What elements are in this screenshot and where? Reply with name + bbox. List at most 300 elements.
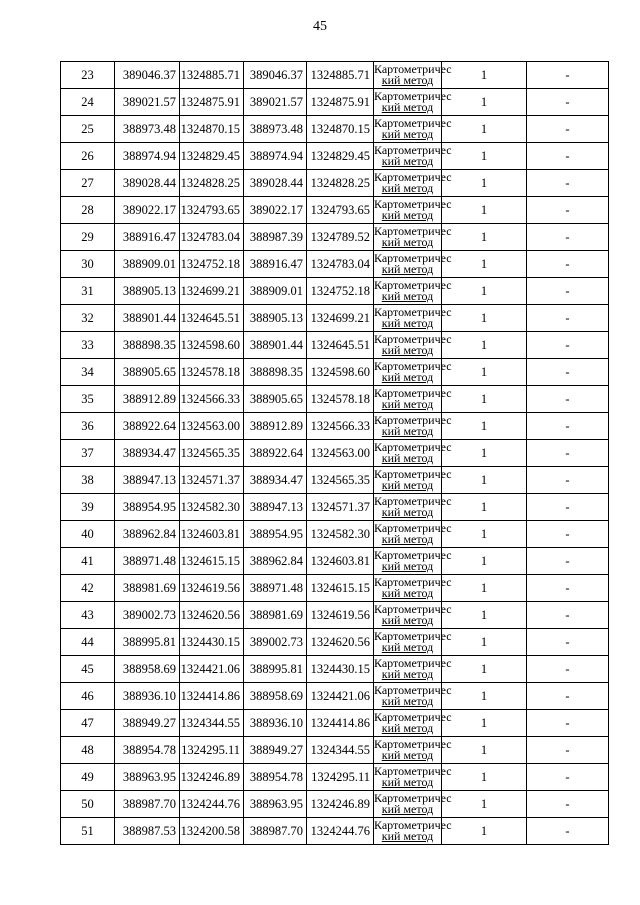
method-line-1: Картометричес — [374, 170, 452, 184]
method-line-2: кий метод — [381, 316, 434, 330]
method-cell — [374, 656, 452, 683]
accuracy-cell: 1 — [442, 386, 527, 413]
note-cell: - — [527, 305, 609, 332]
x-refined-cell: 389022.17 — [244, 197, 307, 224]
y-refined-cell: 1324829.45 — [307, 143, 374, 170]
method-line-2: кий метод — [381, 532, 434, 546]
note-cell: - — [527, 494, 609, 521]
x-refined-cell: 388963.95 — [244, 791, 307, 818]
accuracy-cell: 1 — [442, 197, 527, 224]
x-existing-cell: 388958.69 — [115, 656, 180, 683]
note-cell: - — [527, 62, 609, 89]
accuracy-cell: 1 — [442, 413, 527, 440]
table-row — [61, 467, 609, 494]
note-cell: - — [527, 737, 609, 764]
x-refined-cell: 388901.44 — [244, 332, 307, 359]
x-existing-cell: 389046.37 — [115, 62, 180, 89]
y-refined-cell: 1324789.52 — [307, 224, 374, 251]
accuracy-cell: 1 — [442, 116, 527, 143]
table-row — [61, 116, 609, 143]
method-line-2: кий метод — [381, 748, 434, 762]
x-existing-cell: 388909.01 — [115, 251, 180, 278]
point-number-cell: 24 — [61, 89, 115, 116]
table-row — [61, 683, 609, 710]
table-row — [61, 170, 609, 197]
method-line-2: кий метод — [381, 505, 434, 519]
point-number-cell: 26 — [61, 143, 115, 170]
accuracy-cell: 1 — [442, 224, 527, 251]
y-existing-cell: 1324430.15 — [180, 629, 244, 656]
x-refined-cell: 388916.47 — [244, 251, 307, 278]
method-line-1: Картометричес — [374, 764, 452, 778]
accuracy-cell: 1 — [442, 710, 527, 737]
table-row — [61, 62, 609, 89]
method-line-1: Картометричес — [374, 548, 452, 562]
method-cell — [374, 197, 452, 224]
accuracy-cell: 1 — [442, 467, 527, 494]
method-line-2: кий метод — [381, 154, 434, 168]
point-number-cell: 23 — [61, 62, 115, 89]
y-existing-cell: 1324615.15 — [180, 548, 244, 575]
y-existing-cell: 1324783.04 — [180, 224, 244, 251]
x-existing-cell: 388916.47 — [115, 224, 180, 251]
table-row — [61, 278, 609, 305]
accuracy-cell: 1 — [442, 170, 527, 197]
table-row — [61, 251, 609, 278]
table-row — [61, 710, 609, 737]
point-number-cell: 33 — [61, 332, 115, 359]
x-existing-cell: 389028.44 — [115, 170, 180, 197]
y-existing-cell: 1324598.60 — [180, 332, 244, 359]
x-existing-cell: 389002.73 — [115, 602, 180, 629]
table-row — [61, 494, 609, 521]
point-number-cell: 25 — [61, 116, 115, 143]
y-refined-cell: 1324752.18 — [307, 278, 374, 305]
method-line-1: Картометричес — [374, 332, 452, 346]
method-line-2: кий метод — [381, 370, 434, 384]
method-line-2: кий метод — [381, 289, 434, 303]
accuracy-cell: 1 — [442, 143, 527, 170]
x-refined-cell: 388974.94 — [244, 143, 307, 170]
method-line-1: Картометричес — [374, 62, 452, 76]
x-existing-cell: 388949.27 — [115, 710, 180, 737]
note-cell: - — [527, 89, 609, 116]
note-cell: - — [527, 170, 609, 197]
y-existing-cell: 1324563.00 — [180, 413, 244, 440]
x-existing-cell: 388905.13 — [115, 278, 180, 305]
x-refined-cell: 388954.95 — [244, 521, 307, 548]
x-existing-cell: 389021.57 — [115, 89, 180, 116]
method-line-2: кий метод — [381, 451, 434, 465]
x-existing-cell: 388987.70 — [115, 791, 180, 818]
accuracy-cell: 1 — [442, 737, 527, 764]
table-row — [61, 737, 609, 764]
method-line-1: Картометричес — [374, 791, 452, 805]
point-number-cell: 27 — [61, 170, 115, 197]
x-refined-cell: 389046.37 — [244, 62, 307, 89]
x-refined-cell: 388947.13 — [244, 494, 307, 521]
method-line-1: Картометричес — [374, 629, 452, 643]
y-refined-cell: 1324578.18 — [307, 386, 374, 413]
table-row — [61, 332, 609, 359]
point-number-cell: 28 — [61, 197, 115, 224]
accuracy-cell: 1 — [442, 629, 527, 656]
method-line-2: кий метод — [381, 235, 434, 249]
method-line-1: Картометричес — [374, 737, 452, 751]
table-row — [61, 386, 609, 413]
y-existing-cell: 1324885.71 — [180, 62, 244, 89]
y-refined-cell: 1324295.11 — [307, 764, 374, 791]
method-cell — [374, 251, 452, 278]
method-line-1: Картометричес — [374, 521, 452, 535]
y-existing-cell: 1324578.18 — [180, 359, 244, 386]
method-line-1: Картометричес — [374, 494, 452, 508]
y-refined-cell: 1324619.56 — [307, 602, 374, 629]
x-existing-cell: 388954.78 — [115, 737, 180, 764]
method-cell — [374, 278, 452, 305]
method-cell — [374, 548, 452, 575]
accuracy-cell: 1 — [442, 278, 527, 305]
x-refined-cell: 388962.84 — [244, 548, 307, 575]
x-existing-cell: 388901.44 — [115, 305, 180, 332]
y-refined-cell: 1324870.15 — [307, 116, 374, 143]
x-existing-cell: 388981.69 — [115, 575, 180, 602]
method-line-2: кий метод — [381, 667, 434, 681]
method-cell — [374, 629, 452, 656]
method-cell — [374, 170, 452, 197]
method-line-2: кий метод — [381, 397, 434, 411]
method-cell — [374, 62, 452, 89]
method-line-1: Картометричес — [374, 575, 452, 589]
method-line-1: Картометричес — [374, 818, 452, 832]
y-existing-cell: 1324582.30 — [180, 494, 244, 521]
method-line-1: Картометричес — [374, 251, 452, 265]
note-cell: - — [527, 764, 609, 791]
method-line-2: кий метод — [381, 262, 434, 276]
x-existing-cell: 388987.53 — [115, 818, 180, 845]
method-line-1: Картометричес — [374, 386, 452, 400]
x-refined-cell: 389002.73 — [244, 629, 307, 656]
y-existing-cell: 1324793.65 — [180, 197, 244, 224]
table-row — [61, 359, 609, 386]
method-cell — [374, 440, 452, 467]
y-refined-cell: 1324344.55 — [307, 737, 374, 764]
method-line-1: Картометричес — [374, 359, 452, 373]
y-existing-cell: 1324752.18 — [180, 251, 244, 278]
point-number-cell: 46 — [61, 683, 115, 710]
y-refined-cell: 1324246.89 — [307, 791, 374, 818]
method-line-2: кий метод — [381, 424, 434, 438]
point-number-cell: 36 — [61, 413, 115, 440]
method-line-1: Картометричес — [374, 467, 452, 481]
accuracy-cell: 1 — [442, 521, 527, 548]
y-refined-cell: 1324620.56 — [307, 629, 374, 656]
method-line-1: Картометричес — [374, 710, 452, 724]
method-cell — [374, 764, 452, 791]
point-number-cell: 41 — [61, 548, 115, 575]
method-cell — [374, 467, 452, 494]
table-row — [61, 818, 609, 845]
y-existing-cell: 1324566.33 — [180, 386, 244, 413]
x-refined-cell: 388987.39 — [244, 224, 307, 251]
method-line-2: кий метод — [381, 478, 434, 492]
method-cell — [374, 386, 452, 413]
point-number-cell: 49 — [61, 764, 115, 791]
y-refined-cell: 1324885.71 — [307, 62, 374, 89]
table-row — [61, 305, 609, 332]
method-cell — [374, 791, 452, 818]
point-number-cell: 31 — [61, 278, 115, 305]
method-line-1: Картометричес — [374, 683, 452, 697]
method-cell — [374, 521, 452, 548]
accuracy-cell: 1 — [442, 251, 527, 278]
accuracy-cell: 1 — [442, 683, 527, 710]
y-existing-cell: 1324421.06 — [180, 656, 244, 683]
y-existing-cell: 1324200.58 — [180, 818, 244, 845]
method-line-2: кий метод — [381, 73, 434, 87]
method-line-2: кий метод — [381, 802, 434, 816]
accuracy-cell: 1 — [442, 602, 527, 629]
y-existing-cell: 1324620.56 — [180, 602, 244, 629]
method-cell — [374, 305, 452, 332]
table-row — [61, 548, 609, 575]
y-existing-cell: 1324344.55 — [180, 710, 244, 737]
note-cell: - — [527, 440, 609, 467]
method-cell — [374, 89, 452, 116]
method-line-2: кий метод — [381, 613, 434, 627]
accuracy-cell: 1 — [442, 575, 527, 602]
point-number-cell: 35 — [61, 386, 115, 413]
method-line-1: Картометричес — [374, 116, 452, 130]
method-cell — [374, 116, 452, 143]
x-existing-cell: 388954.95 — [115, 494, 180, 521]
method-line-1: Картометричес — [374, 89, 452, 103]
point-number-cell: 47 — [61, 710, 115, 737]
x-existing-cell: 388963.95 — [115, 764, 180, 791]
y-existing-cell: 1324699.21 — [180, 278, 244, 305]
method-line-1: Картометричес — [374, 143, 452, 157]
y-existing-cell: 1324295.11 — [180, 737, 244, 764]
y-refined-cell: 1324615.15 — [307, 575, 374, 602]
method-line-2: кий метод — [381, 208, 434, 222]
x-refined-cell: 388973.48 — [244, 116, 307, 143]
y-refined-cell: 1324565.35 — [307, 467, 374, 494]
note-cell: - — [527, 359, 609, 386]
method-line-2: кий метод — [381, 829, 434, 843]
note-cell: - — [527, 143, 609, 170]
y-existing-cell: 1324870.15 — [180, 116, 244, 143]
note-cell: - — [527, 683, 609, 710]
table-row — [61, 413, 609, 440]
method-cell — [374, 413, 452, 440]
note-cell: - — [527, 332, 609, 359]
y-refined-cell: 1324875.91 — [307, 89, 374, 116]
x-existing-cell: 388962.84 — [115, 521, 180, 548]
y-refined-cell: 1324571.37 — [307, 494, 374, 521]
table-row — [61, 89, 609, 116]
table-row — [61, 521, 609, 548]
table-row — [61, 602, 609, 629]
method-line-1: Картометричес — [374, 413, 452, 427]
accuracy-cell: 1 — [442, 89, 527, 116]
x-refined-cell: 388912.89 — [244, 413, 307, 440]
note-cell: - — [527, 656, 609, 683]
point-number-cell: 42 — [61, 575, 115, 602]
accuracy-cell: 1 — [442, 62, 527, 89]
y-refined-cell: 1324598.60 — [307, 359, 374, 386]
method-cell — [374, 602, 452, 629]
accuracy-cell: 1 — [442, 359, 527, 386]
x-existing-cell: 388922.64 — [115, 413, 180, 440]
y-existing-cell: 1324246.89 — [180, 764, 244, 791]
point-number-cell: 30 — [61, 251, 115, 278]
method-line-2: кий метод — [381, 721, 434, 735]
table-row — [61, 629, 609, 656]
x-refined-cell: 388936.10 — [244, 710, 307, 737]
method-line-2: кий метод — [381, 181, 434, 195]
method-line-1: Картометричес — [374, 440, 452, 454]
method-line-1: Картометричес — [374, 602, 452, 616]
y-existing-cell: 1324244.76 — [180, 791, 244, 818]
method-line-1: Картометричес — [374, 305, 452, 319]
note-cell: - — [527, 116, 609, 143]
note-cell: - — [527, 818, 609, 845]
x-refined-cell: 388995.81 — [244, 656, 307, 683]
note-cell: - — [527, 386, 609, 413]
x-refined-cell: 388905.13 — [244, 305, 307, 332]
method-cell — [374, 224, 452, 251]
accuracy-cell: 1 — [442, 305, 527, 332]
y-existing-cell: 1324645.51 — [180, 305, 244, 332]
y-refined-cell: 1324699.21 — [307, 305, 374, 332]
y-refined-cell: 1324430.15 — [307, 656, 374, 683]
table-row — [61, 656, 609, 683]
note-cell: - — [527, 521, 609, 548]
method-cell — [374, 143, 452, 170]
method-line-1: Картометричес — [374, 656, 452, 670]
point-number-cell: 51 — [61, 818, 115, 845]
page-number: 45 — [313, 19, 327, 34]
x-existing-cell: 388971.48 — [115, 548, 180, 575]
x-refined-cell: 389028.44 — [244, 170, 307, 197]
note-cell: - — [527, 413, 609, 440]
y-refined-cell: 1324783.04 — [307, 251, 374, 278]
point-number-cell: 48 — [61, 737, 115, 764]
note-cell: - — [527, 467, 609, 494]
note-cell: - — [527, 602, 609, 629]
x-existing-cell: 388898.35 — [115, 332, 180, 359]
x-refined-cell: 389021.57 — [244, 89, 307, 116]
method-line-2: кий метод — [381, 343, 434, 357]
y-existing-cell: 1324619.56 — [180, 575, 244, 602]
table-row — [61, 197, 609, 224]
method-line-2: кий метод — [381, 100, 434, 114]
point-number-cell: 34 — [61, 359, 115, 386]
coordinates-table — [60, 61, 609, 845]
accuracy-cell: 1 — [442, 764, 527, 791]
method-line-2: кий метод — [381, 586, 434, 600]
point-number-cell: 29 — [61, 224, 115, 251]
accuracy-cell: 1 — [442, 494, 527, 521]
method-line-2: кий метод — [381, 127, 434, 141]
x-refined-cell: 388922.64 — [244, 440, 307, 467]
accuracy-cell: 1 — [442, 332, 527, 359]
point-number-cell: 43 — [61, 602, 115, 629]
point-number-cell: 40 — [61, 521, 115, 548]
x-refined-cell: 388949.27 — [244, 737, 307, 764]
x-existing-cell: 388947.13 — [115, 467, 180, 494]
y-existing-cell: 1324414.86 — [180, 683, 244, 710]
x-existing-cell: 389022.17 — [115, 197, 180, 224]
x-existing-cell: 388936.10 — [115, 683, 180, 710]
x-existing-cell: 388995.81 — [115, 629, 180, 656]
x-refined-cell: 388981.69 — [244, 602, 307, 629]
method-cell — [374, 710, 452, 737]
note-cell: - — [527, 278, 609, 305]
x-refined-cell: 388971.48 — [244, 575, 307, 602]
point-number-cell: 45 — [61, 656, 115, 683]
method-cell — [374, 359, 452, 386]
y-existing-cell: 1324875.91 — [180, 89, 244, 116]
note-cell: - — [527, 710, 609, 737]
point-number-cell: 37 — [61, 440, 115, 467]
table-body — [61, 62, 609, 845]
method-cell — [374, 818, 452, 845]
note-cell: - — [527, 629, 609, 656]
x-existing-cell: 388974.94 — [115, 143, 180, 170]
y-refined-cell: 1324566.33 — [307, 413, 374, 440]
method-cell — [374, 737, 452, 764]
table-row — [61, 764, 609, 791]
note-cell: - — [527, 224, 609, 251]
y-existing-cell: 1324571.37 — [180, 467, 244, 494]
method-cell — [374, 683, 452, 710]
method-cell — [374, 575, 452, 602]
accuracy-cell: 1 — [442, 791, 527, 818]
table-row — [61, 440, 609, 467]
accuracy-cell: 1 — [442, 818, 527, 845]
method-line-2: кий метод — [381, 694, 434, 708]
x-existing-cell: 388973.48 — [115, 116, 180, 143]
accuracy-cell: 1 — [442, 548, 527, 575]
y-refined-cell: 1324563.00 — [307, 440, 374, 467]
x-refined-cell: 388909.01 — [244, 278, 307, 305]
method-line-1: Картометричес — [374, 197, 452, 211]
y-existing-cell: 1324829.45 — [180, 143, 244, 170]
y-existing-cell: 1324565.35 — [180, 440, 244, 467]
method-cell — [374, 494, 452, 521]
y-refined-cell: 1324645.51 — [307, 332, 374, 359]
note-cell: - — [527, 548, 609, 575]
method-line-1: Картометричес — [374, 224, 452, 238]
note-cell: - — [527, 197, 609, 224]
point-number-cell: 44 — [61, 629, 115, 656]
method-line-1: Картометричес — [374, 278, 452, 292]
x-refined-cell: 388958.69 — [244, 683, 307, 710]
note-cell: - — [527, 791, 609, 818]
x-existing-cell: 388905.65 — [115, 359, 180, 386]
note-cell: - — [527, 251, 609, 278]
y-refined-cell: 1324582.30 — [307, 521, 374, 548]
y-refined-cell: 1324603.81 — [307, 548, 374, 575]
method-cell — [374, 332, 452, 359]
note-cell: - — [527, 575, 609, 602]
x-refined-cell: 388898.35 — [244, 359, 307, 386]
point-number-cell: 38 — [61, 467, 115, 494]
y-refined-cell: 1324421.06 — [307, 683, 374, 710]
method-line-2: кий метод — [381, 559, 434, 573]
x-refined-cell: 388987.70 — [244, 818, 307, 845]
